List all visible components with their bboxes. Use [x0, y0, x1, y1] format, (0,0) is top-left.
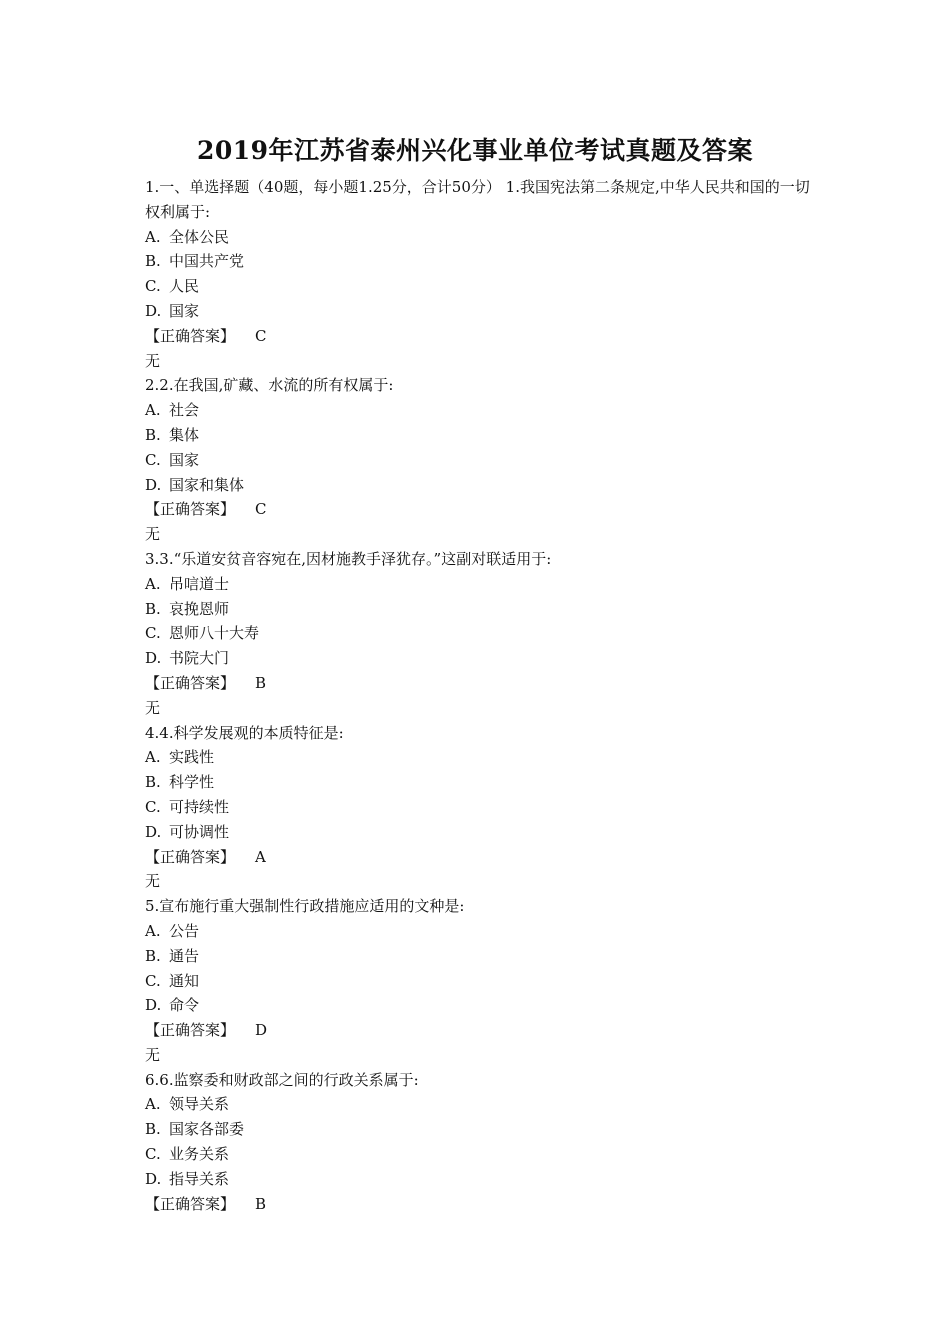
answer-option	[145, 919, 815, 944]
option-letter: D.	[145, 822, 162, 841]
answer-option	[145, 423, 815, 448]
option-text: 科学性	[169, 773, 215, 792]
correct-answer-line	[145, 671, 815, 696]
answer-option	[145, 745, 815, 770]
option-letter: C.	[145, 971, 161, 990]
option-letter: A.	[145, 227, 161, 246]
option-text: 中国共产党	[169, 252, 245, 271]
option-text: 公告	[169, 921, 200, 940]
answer-option	[145, 621, 815, 646]
answer-option	[145, 1167, 815, 1192]
option-letter: B.	[145, 1120, 161, 1139]
option-text: 国家	[169, 301, 200, 320]
answer-note: 无	[145, 525, 161, 544]
correct-answer-value: C	[255, 500, 267, 519]
answer-option	[145, 225, 815, 250]
correct-answer-label: 【正确答案】	[145, 1021, 236, 1040]
answer-option	[145, 770, 815, 795]
answer-option	[145, 1142, 815, 1167]
option-letter: D.	[145, 301, 162, 320]
correct-answer-label: 【正确答案】	[145, 847, 236, 866]
option-text: 恩师八十大寿	[169, 624, 260, 643]
correct-answer-value: B	[255, 1194, 267, 1213]
question-stem: 4.4.科学发展观的本质特征是:	[145, 723, 344, 742]
option-text: 国家各部委	[169, 1120, 245, 1139]
option-letter: D.	[145, 475, 162, 494]
option-text: 命令	[169, 996, 200, 1015]
option-letter: C.	[145, 277, 161, 296]
answer-option	[145, 646, 815, 671]
answer-option	[145, 795, 815, 820]
correct-answer-line	[145, 1192, 815, 1217]
option-text: 书院大门	[169, 649, 230, 668]
option-text: 通告	[169, 946, 200, 965]
answer-option	[145, 572, 815, 597]
answer-option	[145, 274, 815, 299]
document-title: 2019年江苏省泰州兴化事业单位考试真题及答案	[196, 136, 754, 165]
answer-option	[145, 944, 815, 969]
option-text: 通知	[169, 971, 200, 990]
option-letter: D.	[145, 996, 162, 1015]
option-letter: A.	[145, 748, 161, 767]
correct-answer-line	[145, 845, 815, 870]
answer-option	[145, 969, 815, 994]
option-letter: C.	[145, 624, 161, 643]
option-text: 哀挽恩师	[169, 599, 230, 618]
answer-note: 无	[145, 872, 161, 891]
intro-text: 1.一、单选择题（40题，每小题1.25分，合计50分） 1.我国宪法第二条规定,中华人民共和国的一切权利属于:	[145, 178, 810, 221]
option-text: 社会	[169, 401, 200, 420]
option-text: 人民	[169, 277, 200, 296]
correct-answer-value: D	[255, 1021, 268, 1040]
answer-option	[145, 249, 815, 274]
option-letter: A.	[145, 401, 161, 420]
answer-option	[145, 398, 815, 423]
option-letter: B.	[145, 946, 161, 965]
option-letter: C.	[145, 450, 161, 469]
correct-answer-line	[145, 1018, 815, 1043]
document-body	[145, 175, 815, 1216]
option-text: 吊唁道士	[169, 574, 230, 593]
option-text: 全体公民	[169, 227, 230, 246]
answer-option	[145, 299, 815, 324]
correct-answer-label: 【正确答案】	[145, 1194, 236, 1213]
option-letter: A.	[145, 1095, 161, 1114]
option-text: 国家	[169, 450, 200, 469]
correct-answer-line	[145, 324, 815, 349]
question-stem: 5.宣布施行重大强制性行政措施应适用的文种是:	[145, 897, 465, 916]
question-stem: 6.6.监察委和财政部之间的行政关系属于:	[145, 1070, 419, 1089]
option-text: 可协调性	[169, 822, 230, 841]
answer-option	[145, 1092, 815, 1117]
option-text: 业务关系	[169, 1145, 230, 1164]
correct-answer-label: 【正确答案】	[145, 500, 236, 519]
correct-answer-value: C	[255, 326, 267, 345]
option-text: 集体	[169, 425, 200, 444]
option-letter: C.	[145, 1145, 161, 1164]
option-letter: D.	[145, 1169, 162, 1188]
option-letter: C.	[145, 797, 161, 816]
answer-option	[145, 993, 815, 1018]
option-text: 国家和集体	[169, 475, 245, 494]
option-letter: A.	[145, 921, 161, 940]
correct-answer-line	[145, 497, 815, 522]
option-text: 指导关系	[169, 1169, 230, 1188]
option-text: 领导关系	[169, 1095, 230, 1114]
option-letter: B.	[145, 599, 161, 618]
option-letter: B.	[145, 252, 161, 271]
option-text: 实践性	[169, 748, 215, 767]
question-stem: 3.3.“乐道安贫音容宛在,因材施教手泽犹存。”这副对联适用于:	[145, 549, 552, 568]
correct-answer-value: B	[255, 673, 267, 692]
answer-note: 无	[145, 698, 161, 717]
answer-option	[145, 448, 815, 473]
option-letter: A.	[145, 574, 161, 593]
option-letter: B.	[145, 773, 161, 792]
answer-option	[145, 820, 815, 845]
answer-note: 无	[145, 351, 161, 370]
question-stem: 2.2.在我国,矿藏、水流的所有权属于:	[145, 376, 394, 395]
option-letter: B.	[145, 425, 161, 444]
option-letter: D.	[145, 649, 162, 668]
correct-answer-label: 【正确答案】	[145, 673, 236, 692]
answer-option	[145, 473, 815, 498]
correct-answer-label: 【正确答案】	[145, 326, 236, 345]
answer-option	[145, 1117, 815, 1142]
option-text: 可持续性	[169, 797, 230, 816]
correct-answer-value: A	[255, 847, 266, 866]
answer-option	[145, 597, 815, 622]
answer-note: 无	[145, 1045, 161, 1064]
